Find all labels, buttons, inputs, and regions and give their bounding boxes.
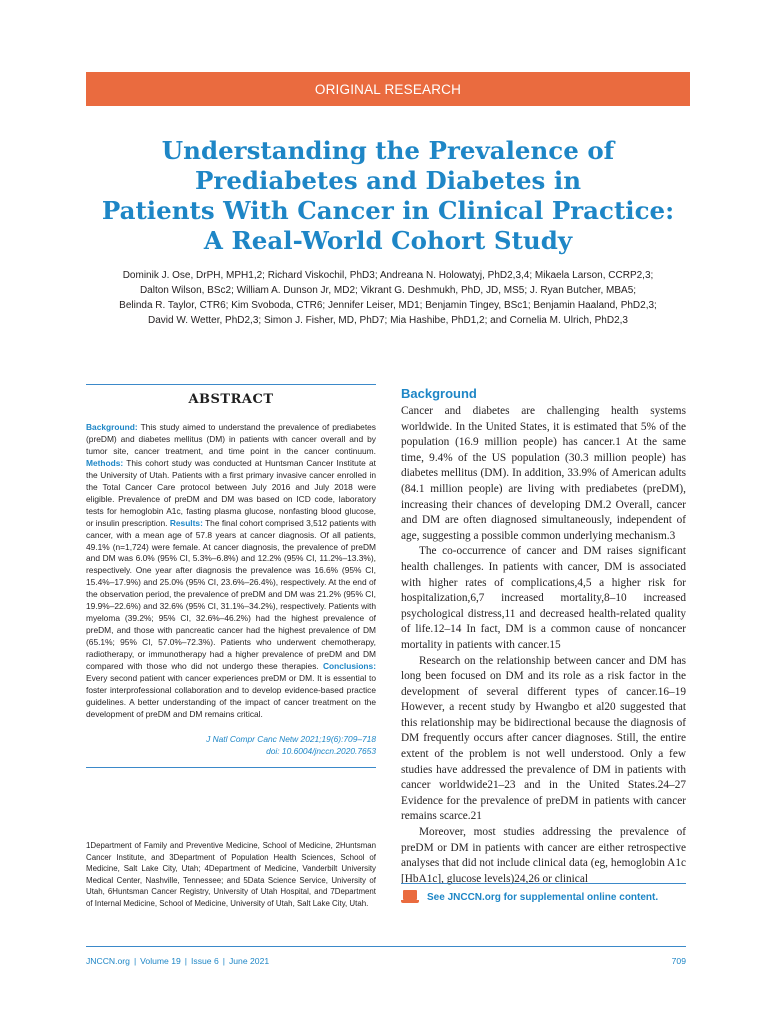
page-number: 709 <box>671 956 686 966</box>
background-paragraph: Moreover, most studies addressing the prevalence of preDM or DM in patients with cancer are either retrospective analyses that did not include clinical data (eg, hemoglobin A1c [HbA1c], glucose levels)24,26 or clinical <box>401 826 686 885</box>
author-line: Belinda R. Taylor, CTR6; Kim Svoboda, CTR6; Jennifer Leiser, MD1; Benjamin Tingey, BSc1; Benjamin Haaland, PhD2,3; <box>119 300 657 311</box>
abstract-background-label: Background: <box>86 422 138 432</box>
abstract-background-text: This study aimed to understand the prevalence of prediabetes (preDM) and diabetes mellitus (DM) in patients with cancer overall and by tumor site, cancer treatment, and time point in the cancer continuum. <box>86 422 376 456</box>
title-line: Prediabetes and Diabetes in <box>194 166 582 195</box>
footer-rule <box>86 946 686 947</box>
footer-volume: Volume 19 <box>140 956 181 966</box>
abstract-top-rule <box>86 384 376 385</box>
abstract-heading: ABSTRACT <box>188 392 274 407</box>
author-line: Dominik J. Ose, DrPH, MPH1,2; Richard Viskochil, PhD3; Andreana N. Holowatyj, PhD2,3,4; Mikaela Larson, CCRP2,3; <box>122 270 654 281</box>
abstract-bottom-rule <box>86 767 376 768</box>
title-line: Patients With Cancer in Clinical Practice: <box>101 196 675 225</box>
laptop-icon <box>401 890 419 904</box>
footer-issue: Issue 6 <box>191 956 219 966</box>
citation-journal: J Natl Compr Canc Netw 2021;19(6):709–718 <box>206 734 376 744</box>
article-title <box>86 136 690 256</box>
abstract-results-text: The final cohort comprised 3,512 patients with cancer, with a mean age of 57.8 years at cancer diagnosis. Of all patients, 49.1% (n=1,724) were female. At cancer diagnosis, the prevalence of preDM and DM was 6.0% (95% CI, 5.3%–6.8%) and 12.2% (95% CI, 11.2%–13.3%), respectively. One year after diagnosis the prevalence was 16.6% (95% CI, 15.4%–17.9%) and 25.0% (95% CI, 23.6%–26.4%), respectively. At the end of the observation period, the prevalence of preDM and DM was 21.2% (95% CI, 19.9%–22.6%) and 32.6% (95% CI, 31.1%–34.2%), respectively. Patients with myeloma (39.2%; 95% CI, 32.6%–46.2%) had the highest prevalence of preDM, and those with pancreatic cancer had the highest prevalence of DM (65.1%; 95% CI, 57.0%–72.3%). Patients who underwent chemotherapy, radiotherapy, or immunotherapy had a higher prevalence of preDM and DM compared with those who did not undergo these therapies. <box>86 517 376 672</box>
footer-date: June 2021 <box>228 956 270 966</box>
background-paragraph: The co-occurrence of cancer and DM raises significant health challenges. In patients with cancer, DM is associated with higher rates of complications,4,5 a higher risk for hospitalization,6,7 increased mortality,8–10 increased psychological distress,11 and decreased health-related quality of life.12–14 In fact, DM is a common cause of noncancer mortality in patients with cancer.15 <box>401 545 686 651</box>
abstract-body <box>86 422 376 721</box>
section-banner: ORIGINAL RESEARCH <box>86 72 690 106</box>
citation <box>86 733 376 757</box>
citation-doi-link[interactable]: doi: 10.6004/jnccn.2020.7653 <box>266 746 376 756</box>
footer-journal[interactable]: JNCCN.org <box>86 956 130 966</box>
supplemental-link[interactable]: See JNCCN.org for supplemental online content. <box>427 891 659 903</box>
background-paragraph: Research on the relationship between cancer and DM has long been focused on DM and its role as a risk factor in the development of several different types of cancer.16–19 However, a recent study by Hwangbo et al20 suggested that this relationship may be bidirectional because the diagnosis of DM frequently occurs after cancer diagnoses. Still, the entire extent of the problem is not well understood. Only a few studies have addressed the prevalence of DM in patients with cancer worldwide21–23 and in the United States.24–27 Evidence for the prevalence of preDM in patients with cancer remains scarce.21 <box>401 654 686 823</box>
author-line: David W. Wetter, PhD2,3; Simon J. Fisher, MD, PhD7; Mia Hashibe, PhD1,2; and Cornelia M. Ulrich, PhD2,3 <box>147 315 628 326</box>
author-list <box>86 268 690 328</box>
affiliations: 1Department of Family and Preventive Medicine, School of Medicine, 2Huntsman Cancer Institute, and 3Department of Population Health Sciences, School of Medicine, Salt Lake City, Utah; 4Department of Medicine, Vanderbilt University Medical Center, Nashville, Tennessee; and 5Data Science Service, University of Utah, 6Huntsman Cancer Registry, University of Utah Hospital, and 7Department of Internal Medicine, School of Medicine, University of Utah, Salt Lake City, Utah. <box>86 841 376 908</box>
title-line: Understanding the Prevalence of <box>161 136 615 165</box>
supplemental-rule <box>401 883 686 884</box>
background-body <box>401 404 686 887</box>
background-paragraph: Cancer and diabetes are challenging health systems worldwide. In the United States, it is estimated that 5% of the population (16.9 million people) has cancer.1 At the same time, 9.4% of the US population (30.3 million people) has diabetes mellitus (DM). In addition, 33.9% of American adults (84.1 million people) are living with prediabetes (preDM), increasing their chances of developing DM.2 Overall, cancer and DM are often diagnosed simultaneously, independent of age, suggesting a possible common underlying mechanism.3 <box>401 405 686 542</box>
footer-info: JNCCN.org | Volume 19 | Issue 6 | June 2021 <box>86 956 270 966</box>
abstract-methods-text: This cohort study was conducted at Huntsman Cancer Institute at the University of Utah. Patients with a first primary invasive cancer enrolled in the Total Cancer Care protocol between July 2016 and July 2018 were eligible. Prevalence of preDM and DM was based on ICD code, laboratory tests for hemoglobin A1c, fasting plasma glucose, nonfasting blood glucose, or insulin prescription. <box>86 457 376 528</box>
author-line: Dalton Wilson, BSc2; William A. Dunson Jr, MD2; Vikrant G. Deshmukh, PhD, JD, MS5; J. Ryan Butcher, MBA5; <box>139 285 637 296</box>
background-heading: Background <box>401 386 477 401</box>
title-line: A Real-World Cohort Study <box>203 226 573 255</box>
abstract-conclusions-text: Every second patient with cancer experiences preDM or DM. It is essential to foster interprofessional collaboration and to develop evidence-based practice guidelines. A better understanding of the impact of cancer treatment on the development of preDM and DM remains critical. <box>86 673 376 719</box>
abstract-methods-label: Methods: <box>86 457 124 468</box>
supplemental-note[interactable] <box>401 890 691 904</box>
abstract-results-label: Results: <box>169 517 203 528</box>
abstract-conclusions-label: Conclusions: <box>322 661 376 672</box>
